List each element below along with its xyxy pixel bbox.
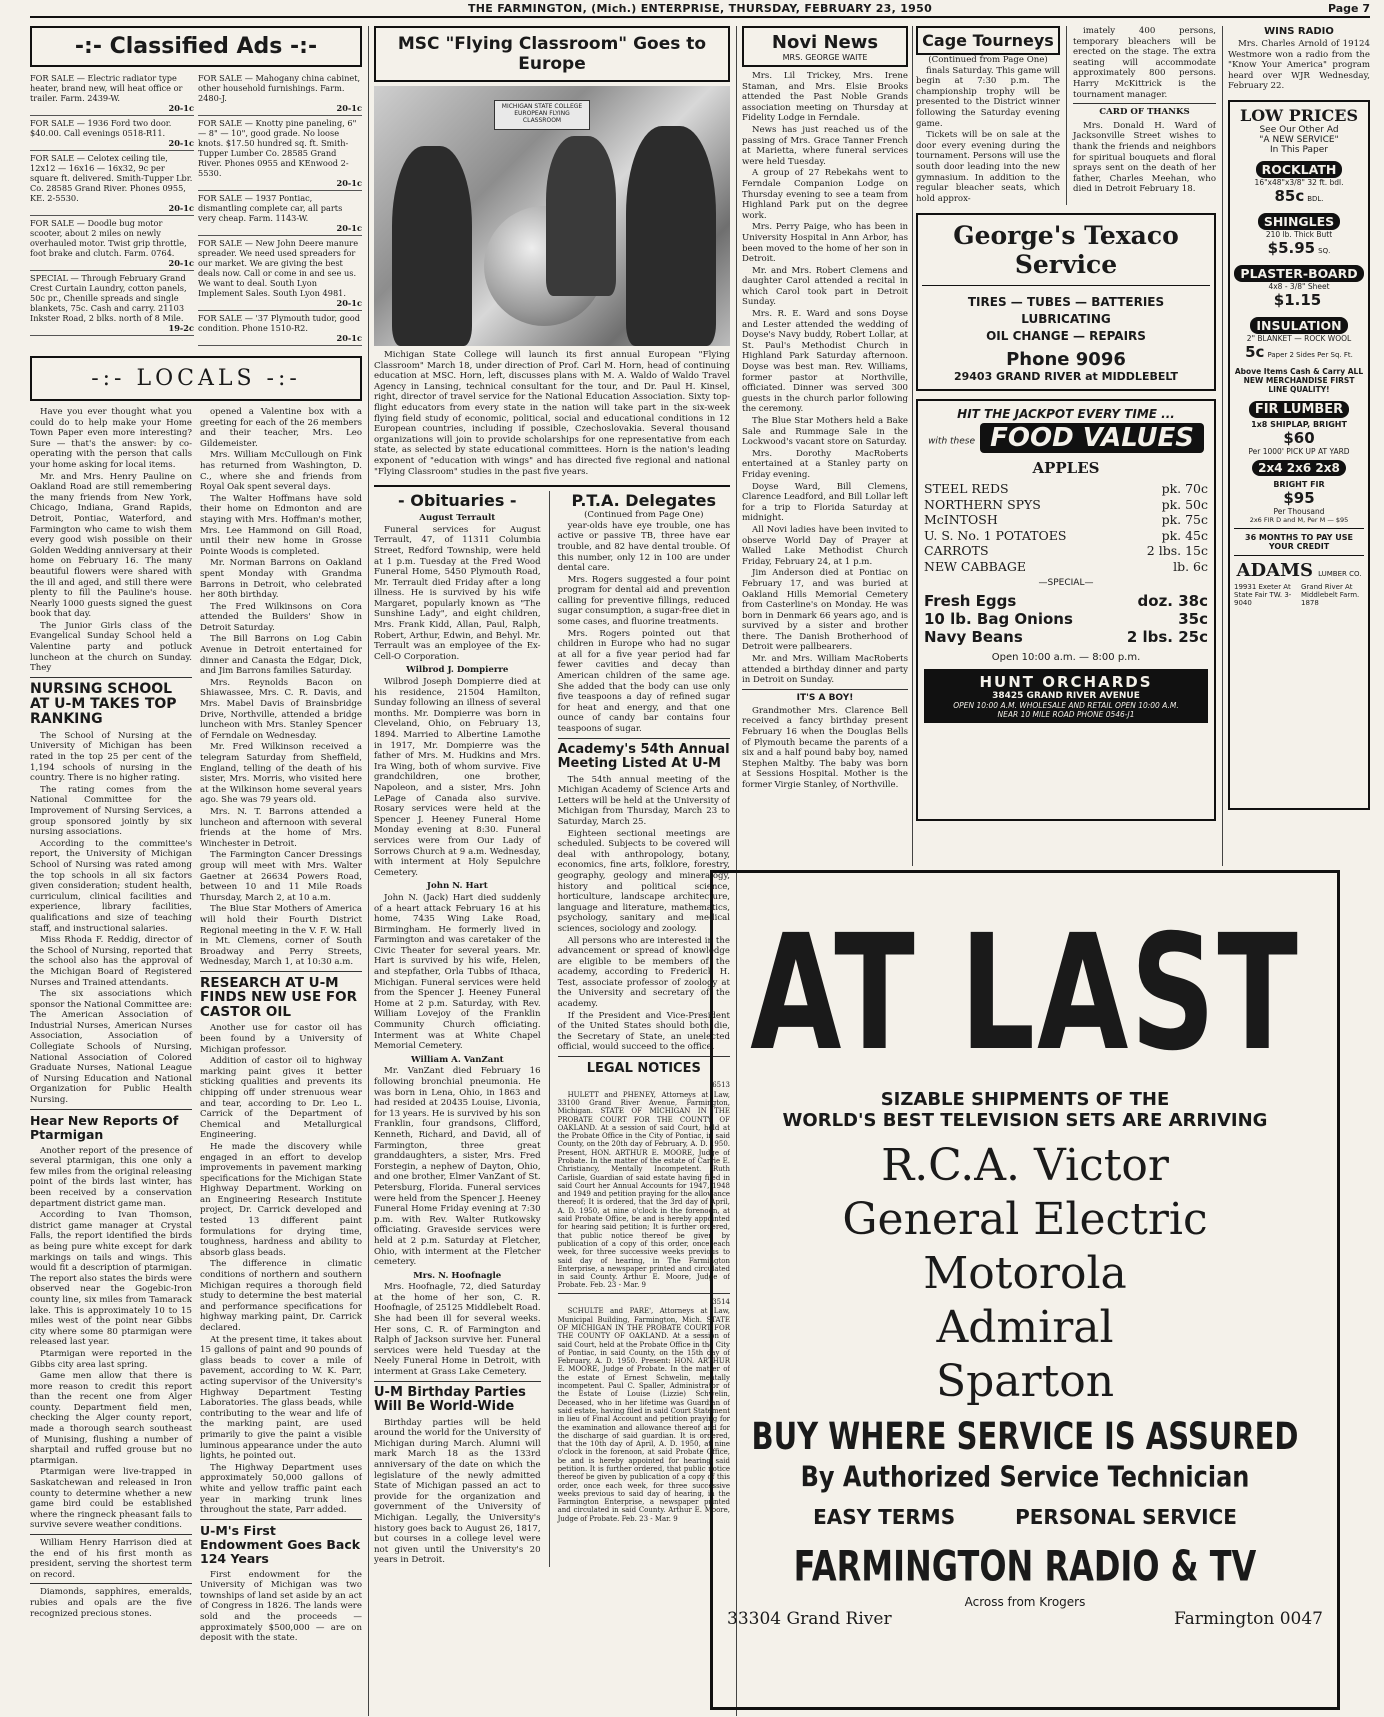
legal-heading: LEGAL NOTICES <box>586 1061 701 1077</box>
adams-name: ADAMS <box>1236 559 1313 581</box>
person-right <box>626 126 716 346</box>
masthead <box>30 0 1370 18</box>
legal-notice-1: HULETT and PHENEY, Attorneys at Law, 33100 Grand River Avenue, Farmington, Michigan. STATE OF MICHIGAN IN THE PROBATE COURT FOR THE COUNTY OF OAKLAND. At a session of said Court, held at the Probate Office in the City of Pontiac, in said County, on the 20th day of February, A. D. 1950. Present, HON. ARTHUR E. MOORE, Judge of Probate. In the matter of the estate of Carrie E. Christiancy, Mentally Incompetent. Ruth Carlisle, Guardian of said estate having filed in said Court her Annual Accounts for 1947, 1948 and 1949 and petition praying for the allowance thereof; It is ordered, that the 3rd day of April, A. D. 1950, at nine o'clock in the forenoon, at said Probate Office, be and is hereby appointed for hearing said petition; It is further ordered, that public notice thereof be given by publication of a copy of this order, once each week, for three successive weeks previous to said day of hearing, in The Farmington Enterprise, a newspaper printed and circulated in said County. Arthur E. Moore, Judge of Probate. Feb. 23 - Mar. 9 <box>557 1090 730 1290</box>
lumber-item-detail: 4x8 - 3/8" Sheet <box>1268 281 1330 291</box>
price-item-name: CARROTS <box>924 543 989 559</box>
msc-caption: Michigan State College will launch its first annual European "Flying Classroom" March 18, under direction of Prof. Carl M. Horn, head of continuing education at MSC. Horn, left, discusses plans with M. A. Waldo of Waldo Travel Agency in Lansing, technical consultant for the tour, and Dr. Paul H. Kinsel, right, director of travel service for the National Education Association. Sixty top-flight educators from every state in the nation will take part in the six-week flying field study of economic, political, social and educational conditions in 12 European countries, including if possible, Czechoslovakia. Several thousand organizations will join to provide scholarships for one representative from each state, as selected by state educational committees. Horn is the nation's leading exponent of "education with wings" and has directed five regional and national "Flying Classroom" studies in the past five years. <box>374 350 730 477</box>
lumber-item <box>1234 211 1364 257</box>
hunt-address: 38425 GRAND RIVER AVENUE <box>992 691 1140 702</box>
castor-body <box>200 1023 362 1515</box>
lumber-item <box>1234 315 1364 361</box>
locals-paragraph: The Fred Wilkinsons on Cora attended the Builders' Show in Detroit Saturday. <box>200 601 362 633</box>
umbirthday-heading: U-M Birthday Parties Will Be World-Wide <box>374 1384 526 1414</box>
academy-paragraph: All persons who are interested in the advancement or spread of knowledge are eligible to be members of the academy, according to Frederick H. Test, associate professor of zoology at the University and secretary of the academy. <box>557 935 730 1010</box>
cage-body <box>916 66 1060 205</box>
classified-ad <box>30 216 194 271</box>
bright-note: 2x6 FIR D and M, Per M — $95 <box>1249 515 1349 524</box>
classified-heading: -:- Classified Ads -:- <box>30 26 362 67</box>
classified-ads <box>30 71 362 346</box>
locals-paragraph: Mrs. Reynolds Bacon on Shiawassee, Mrs. C. R. Davis, and Mrs. Mabel Davis of Brainsbridge Drive, Northville, attended a bridge luncheon with Mrs. Stanley Spencer of Ferndale on Wednesday. <box>200 677 362 741</box>
novi-paragraph: Mr. and Mrs. Robert Clemens and daughter Carol attended a recital in which Carol took part in Detroit Sunday. <box>742 265 908 308</box>
tv-terms2: PERSONAL SERVICE <box>1015 1505 1237 1529</box>
lumber-item-name: SHINGLES <box>1258 213 1340 230</box>
locals-paragraph: Mrs. William McCullough on Fink has returned from Washington, D. C., where she and friends from Royal Oak spent several days. <box>200 450 362 493</box>
flying-classroom-photo <box>374 86 730 346</box>
tv-brand: R.C.A. Victor <box>881 1140 1169 1191</box>
cage-continued-body: imately 400 persons, temporary bleachers will be erected on the stage. The extra seating will accommodate approximately 800 persons. Harry McKittrick is the tournament manager. <box>1072 26 1216 100</box>
classified-ad-text: FOR SALE — Knotty pine paneling, 6" — 8" — 10", good grade. No loose knots. $17.50 hundred sq. ft. Smith-Tupper Lumber Co. 28585 Grand River. Phones 0955 and KEnwood 2-5530. <box>198 118 357 178</box>
boy-body: Grandmother Mrs. Clarence Bell received a fancy birthday present February 16 when the Douglas Bells of Plymouth became the parents of a six and a half pound baby boy, named Stephen Maltby. The baby was born at Sessions Hospital. Mother is the former Virgie Stanley, of Northville. <box>742 705 908 790</box>
newspaper-page <box>30 0 1370 1717</box>
food-values-banner: FOOD VALUES <box>980 423 1204 453</box>
classified-ad-text: SPECIAL — Through February Grand Crest Curtain Laundry, cotton panels, 50c pr., Chenille spreads and single blankets, 75c. Cash and carry. 21103 Inkster Road, 2 blks. north of 8 Mile. <box>30 273 187 323</box>
hunt-orchards-ad <box>916 399 1216 821</box>
lumber-item-price: $5.95 <box>1267 238 1316 257</box>
obituary-body: Mrs. Hoofnagle, 72, died Saturday at the home of her son, C. R. Hoofnagle, of 25125 Middlebelt Road. She had been ill for several weeks. Her sons, C. R. of Farmington and Ralph of Jackson survive her. Funeral services were held Tuesday at the Neely Funeral Home in Detroit, with interment at Grass Lake Cemetery. <box>374 1282 541 1378</box>
page-number: Page 7 <box>1327 2 1370 15</box>
cage-heading: Cage Tourneys <box>916 26 1060 55</box>
lumber-item-price: 5c <box>1245 342 1265 361</box>
novi-paragraph: A group of 27 Rebekahs went to Ferndale Companion Lodge on Thursday evening to see a team from Highland Park put on the degree work. <box>742 168 908 221</box>
lumber-item-unit: BDL. <box>1307 194 1324 203</box>
price-item-price: 2 lbs. 15c <box>1146 543 1208 559</box>
obituary-body: Wilbrod Joseph Dompierre died at his residence, 21504 Hamilton, Sunday following an illness of several months. Mr. Dompierre was born in Cleveland, Ohio, on February 13, 1894. Married to Albertine Lamothe in 1917, Mr. Dompierre was the father of Mrs. M. Hudkins and Mrs. Ira Wing, both of whom survive. Five grandchildren, one brother, Napoleon, and a sister, Mrs. John LePage of Canada also survive. Rosary services were held at the Spencer J. Heeney Funeral Home Monday evening at 8:30. Funeral services were from Our Lady of Sorrows Church at 9 a.m. Wednesday, with interment at Holy Sepulchre Cemetery. <box>374 677 541 878</box>
classified-ad <box>30 151 194 216</box>
special-label: —SPECIAL— <box>1038 578 1094 589</box>
size-banner: 2x4 2x6 2x8 <box>1252 460 1346 476</box>
lumber-item-unit: Paper 2 Sides Per Sq. Ft. <box>1267 350 1353 359</box>
tv-brand: Sparton <box>935 1356 1115 1407</box>
novi-paragraph: Mrs. Lil Trickey, Mrs. Irene Staman, and Mrs. Elsie Brooks attended the Past Noble Grands association meeting on Thursday at Fidelity Lodge in Ferndale. <box>742 71 908 124</box>
locals-paragraph: The Farmington Cancer Dressings group will meet with Mrs. Walter Gaetner at 26634 Powers Road, between 10 and 11 Mile Roads Thursday, March 2, at 10 a.m. <box>200 850 362 903</box>
price-item-name: Fresh Eggs <box>924 592 1017 611</box>
academy-heading: Academy's 54th Annual Meeting Listed At U-M <box>557 741 730 771</box>
classified-ad <box>198 236 362 311</box>
price-item-name: NEW CABBAGE <box>924 558 1026 574</box>
lumber-item-detail: 210 lb. Thick Butt <box>1265 229 1333 239</box>
tv-address: 33304 Grand River <box>727 1609 892 1629</box>
obituary-name: John N. Hart <box>426 881 488 892</box>
tv-store: FARMINGTON RADIO & TV <box>793 1541 1257 1591</box>
masthead-title: THE FARMINGTON, (Mich.) ENTERPRISE, THURSDAY, FEBRUARY 23, 1950 <box>467 2 933 15</box>
locals-paragraph: Mrs. N. T. Barrons attended a luncheon and afternoon with several friends at the home of Mrs. Winchester in Detroit. <box>200 806 362 849</box>
nursing-paragraph: According to the committee's report, the University of Michigan School of Nursing was rated among the top schools in all six factors given consideration; student health, curriculum, clinical facilities and experience, library facilities, qualifications and size of teaching staff, and instructional salaries. <box>30 838 192 934</box>
tv-buy: BUY WHERE SERVICE IS ASSURED <box>751 1413 1299 1459</box>
obituary-body: John N. (Jack) Hart died suddenly of a heart attack February 16 at his home, 7435 Wing Lake Road, Birmingham. He formerly lived in Farmington and was caretaker of the Civic Theater for several years. Mr. Hart is survived by his wife, Helen, and stepfather, Orla Tubbs of Ithaca, Michigan. Funeral services were held from the Spencer J. Heeney Funeral Home at 2 p.m. Saturday, with Rev. William Lovejoy of the Franklin Community Church officiating. Interment was at White Chapel Memorial Cemetery. <box>374 892 541 1052</box>
price-item-name: 10 lb. Bag Onions <box>924 610 1073 629</box>
ptarmigan-paragraph: Ptarmigan were live-trapped in Saskatchewan and released in Iron county to determine whether a new game bird could be established where the ringneck pheasant fails to survive severe weather conditions. <box>30 1467 192 1531</box>
novi-paragraph: Mr. and Mrs. William MacRoberts attended a birthday dinner and party in Detroit on Sunday. <box>742 654 908 686</box>
tv-headline: AT LAST <box>750 899 1300 1086</box>
price-item-name: NORTHERN SPYS <box>924 496 1041 512</box>
middle-right-section <box>916 26 1216 866</box>
obituaries-heading: - Obituaries - <box>398 491 517 511</box>
castor-paragraph: The difference in climatic conditions of northern and southern Michigan requires a thorough field study to determine the best material and performance specifications for highway marking paint, Dr. Carrick declared. <box>200 1259 362 1333</box>
novi-paragraph: All Novi ladies have been invited to observe World Day of Prayer at Walled Lake Methodist Church Friday, February 24, at 1 p.m. <box>742 524 908 567</box>
classified-ad-code: 20-1c <box>168 138 194 148</box>
classified-ad-text: FOR SALE — Doodle bug motor scooter, about 2 miles on newly overhauled motor. Twist grip throttle, foot brake and clutch. Farm. 0764. <box>30 218 187 258</box>
adams-notice: Above Items Cash & Carry ALL NEW MERCHANDISE FIRST LINE QUALITY! <box>1234 366 1364 394</box>
fir-unit: Per 1000' PICK UP AT YARD <box>1248 446 1350 456</box>
adams-sub2: "A NEW SERVICE" <box>1259 134 1339 145</box>
texaco-line2: LUBRICATING <box>1021 312 1111 327</box>
locals-column-b <box>200 407 362 1645</box>
person-left <box>392 146 472 346</box>
obituary-name: August Terrault <box>419 513 496 524</box>
adams-sub1: See Our Other Ad <box>1259 124 1339 135</box>
cage-column-2 <box>1073 26 1216 205</box>
novi-paragraph: The Blue Star Mothers held a Bake Sale and Rummage Sale in the Lockwood's vacant store on Saturday. <box>742 416 908 448</box>
academy-paragraph: If the President and Vice-President of the United States should both die, the Secretary of State, an unelected official, would succeed to the office. <box>557 1010 730 1053</box>
bright-unit: Per Thousand <box>1273 506 1325 516</box>
novi-paragraph: Mrs. R. E. Ward and sons Doyse and Lester attended the wedding of Doyse's Navy buddy, Robert Lollar, at St. Paul's Methodist Church in Highland Park Saturday afternoon. Doyse was best man. Rev. Williams, former pastor at Northville, officiated. Dinner was served 300 guests in the church parlor following the ceremony. <box>742 309 908 415</box>
left-section <box>30 26 362 1716</box>
obituaries-column <box>374 491 541 1567</box>
with-these: with these <box>928 436 976 447</box>
price-row <box>924 497 1208 513</box>
adams-lumber-ad <box>1228 100 1370 810</box>
months-to-pay: 36 MONTHS TO PAY USE YOUR CREDIT <box>1245 532 1353 551</box>
adams-address-left: 19931 Exeter At State Fair TW. 3-9040 <box>1234 582 1292 607</box>
low-prices-heading: LOW PRICES <box>1239 105 1359 125</box>
adams-items <box>1234 159 1364 361</box>
castor-paragraph: The Highway Department uses approximately 50,000 gallons of white and yellow traffic paint each year in marking trunk lines throughout the state, Parr added. <box>200 1462 362 1516</box>
photo-sign: MICHIGAN STATE COLLEGE EUROPEAN FLYING CLASSROOM <box>494 100 590 130</box>
nursing-heading: NURSING SCHOOL AT U-M TAKES TOP RANKING <box>30 680 177 727</box>
nursing-paragraph: The rating comes from the National Committee for the Improvement of Nursing Services, a group sponsored jointly by six nursing associations. <box>30 784 192 838</box>
classified-ad-text: FOR SALE — 1937 Pontiac, dismantling complete car, all parts very cheap. Farm. 1143-W. <box>198 193 343 223</box>
endowment-heading: U-M's First Endowment Goes Back 124 Years <box>200 1522 361 1566</box>
price-row <box>924 512 1208 528</box>
tv-by: By Authorized Service Technician <box>800 1460 1250 1494</box>
hunt-footer-left: OPEN 10:00 A.M. WHOLESALE AND RETAIL OPEN 10:00 A.M. <box>953 701 1179 711</box>
lumber-item-price: $1.15 <box>1273 290 1322 309</box>
ptarmigan-paragraph: Game men allow that there is more reason to credit this report than the recent one from Alger county. Department field men, checking the Alger county report, made a thorough search southeast of Munising, flushing a number of sharptail and ruffed grouse but no ptarmigan. <box>30 1371 192 1466</box>
classified-ad-code: 20-1c <box>336 178 362 188</box>
radio-heading: WINS RADIO <box>1264 26 1334 37</box>
price-item-price: pk. 75c <box>1161 512 1208 528</box>
hunt-footer-right: NEAR 10 MILE ROAD PHONE 0546-J1 <box>997 710 1135 720</box>
price-item-price: pk. 45c <box>1161 527 1208 543</box>
price-item-name: STEEL REDS <box>924 481 1009 497</box>
adams-lumber: LUMBER CO. <box>1318 569 1362 578</box>
cage-paragraph: Tickets will be on sale at the door every evening during the tournament. Persons will use the south door leading into the new gymnasium. In addition to the regular bleacher seats, which hold approx- <box>916 130 1060 204</box>
classified-ad-code: 20-1c <box>168 203 194 213</box>
cage-row <box>916 26 1216 205</box>
price-item-name: U. S. No. 1 POTATOES <box>924 527 1067 543</box>
pta-paragraph: Mrs. Rogers pointed out that children in Europe who had no sugar at all for a five year period had far fewer cavities and decay than American children of the same age. She added that the body can use only five teaspoons a day of refined sugar for heat and energy, and that one ounce of candy bar contains four teaspoons of sugar. <box>557 628 730 734</box>
locals-paragraph: Mr. Norman Barrons on Oakland spent Monday with Grandma Barrons in Detroit, who celebrated her 80th birthday. <box>200 558 362 601</box>
locals-paragraph: opened a Valentine box with a greeting for each of the 26 members and their teacher, Mrs. Leo Gildemeister. <box>200 407 362 449</box>
pta-continued: (Continued from Page One) <box>584 510 704 521</box>
novi-paragraph: Jim Anderson died at Pontiac on February 17, and was buried at Oakland Hills Memorial Cemetery from Casterline's on Monday. He was born in Denmark 66 years ago, and is survived by a sister and brother there. The Danish Brotherhood of Detroit were pallbearers. <box>742 568 908 653</box>
price-item-name: Navy Beans <box>924 628 1023 647</box>
texaco-line3: OIL CHANGE — REPAIRS <box>986 329 1146 344</box>
obituary-body: Mr. VanZant died February 16 following bronchial pneumonia. He was born in Lena, Ohio, in 1863 and had resided at 20435 Louise, Livonia, for 13 years. He is survived by his son Franklin, four grandsons, Clifford, Kenneth, Richard, and David, all of Farmington, three great granddaughters, a sister, Mrs. Fred Forstegin, a nephew of Dayton, Ohio, and one brother, Elmer VanZant of St. Petersburg, Florida. Funeral services were held from the Spencer J. Heeney Funeral Home Friday evening at 7:30 p.m. with Rev. Walter Rutkowsky officiating. Graveside services were held at 2 p.m. Saturday at Fletcher, Ohio, with interment at the Fletcher cemetery. <box>374 1066 541 1268</box>
umbirthday-body: Birthday parties will be held around the world for the University of Michigan during March. Alumni will mark March 18 as the 133rd anniversary of the date on which the legislature of the newly admitted State of Michigan passed an act to provide for the organization and government of the University of Michigan. Legally, the University's history goes back to August 26, 1817, but courses in a college level were not given until the University's 20 years in Detroit. <box>374 1417 541 1566</box>
harrison-filler: William Henry Harrison died at the end of his first month as president, serving the shortest term on record. <box>30 1538 192 1580</box>
boy-heading: IT'S A BOY! <box>796 692 854 703</box>
novi-paragraph: News has just reached us of the passing of Mrs. Grace Tanner French at Marietta, where funeral services were held Tuesday. <box>742 124 908 167</box>
locals-paragraph: Mr. Fred Wilkinson received a telegram Saturday from Sheffield, England, telling of the death of his sister, Mrs. Morris, who visited here at the Wilkinson home several years ago. She was 79 years old. <box>200 742 362 806</box>
hunt-name: HUNT ORCHARDS <box>979 673 1153 692</box>
locals-text-a <box>30 407 192 674</box>
ptarmigan-paragraph: Ptarmigan were reported in the Gibbs city area last spring. <box>30 1348 192 1370</box>
price-row <box>924 481 1208 497</box>
lumber-item-unit: SQ. <box>1318 246 1331 255</box>
nursing-paragraph: The School of Nursing at the University of Michigan has been rated in the top 25 per cent of the 1,194 schools of nursing in the country. There is no higher rating. <box>30 730 192 784</box>
castor-paragraph: Another use for castor oil has been found by a University of Michigan professor. <box>200 1023 362 1055</box>
locals-paragraph: Mr. and Mrs. Henry Pauline on Oakland Road are still remembering the many friends from New York, Chicago, Indiana, Grand Rapids, Detroit, Pontiac, Waterford, and Farmington who came to wish them every good wish possible on their Golden Wedding anniversary at their home on February 16. The many beautiful flowers were shared with the ill and aged, and still there were plenty to fill the Pauline's house. Nearly 1000 guests signed the guest book that day. <box>30 471 192 620</box>
lumber-item-name: INSULATION <box>1250 317 1347 334</box>
adams-sub3: In This Paper <box>1270 144 1328 155</box>
price-item-price: pk. 50c <box>1161 496 1208 512</box>
novi-heading: Novi News <box>742 26 908 53</box>
legal-number-1: 6513 <box>712 1081 730 1090</box>
locals-paragraph: The Bill Barrons on Log Cabin Avenue in Detroit entertained for dinner and Canasta the Edgar, Dick, and Jim Barrons families Saturday. <box>200 634 362 677</box>
price-row <box>924 592 1208 610</box>
pta-paragraph: Mrs. Rogers suggested a four point program for dental aid and prevention calling for preventive fillings, reduced sugar consumption, a sugar-free diet in some cases, and fluorine treatments. <box>557 574 730 628</box>
pta-column <box>558 491 730 1567</box>
apples-list <box>924 481 1208 574</box>
classified-ad-text: FOR SALE — New John Deere manure spreader. We need used spreaders for our market. We are giving the best deals now. Call or come in and see us. We want to deal. South Lyon Implement Sales. South Lyon 4981. <box>198 238 359 298</box>
ptarmigan-paragraph: Another report of the presence of several ptarmigan, this one only a few miles from the original releasing point of the birds last winter, has been received by a conservation department district game man. <box>30 1145 192 1209</box>
apples-heading: APPLES <box>1032 459 1100 478</box>
texaco-name: George's Texaco Service <box>922 221 1210 286</box>
classified-ad-code: 20-1c <box>168 103 194 113</box>
novi-body <box>742 71 908 686</box>
obituary-name: Wilbrod J. Dompierre <box>406 665 509 676</box>
tv-terms1: EASY TERMS <box>813 1505 956 1529</box>
pta-body <box>558 521 730 735</box>
castor-heading: RESEARCH AT U-M FINDS NEW USE FOR CASTOR OIL <box>200 974 357 1020</box>
novi-paragraph: Mrs. Perry Paige, who has been in University Hospital in Ann Arbor, has been moved to the home of her son in Detroit. <box>742 222 908 265</box>
ptarmigan-heading: Hear New Reports Of Ptarmigan <box>30 1112 179 1142</box>
classified-ad <box>198 71 362 116</box>
cage-column <box>916 26 1060 205</box>
pta-heading: P.T.A. Delegates <box>571 491 717 511</box>
price-item-price: pk. 70c <box>1161 481 1208 497</box>
price-item-price: 35c <box>1178 610 1208 629</box>
locals-column-a <box>30 407 192 1645</box>
obit-pta-row <box>374 485 730 1567</box>
texaco-address: 29403 GRAND RIVER at MIDDLEBELT <box>953 370 1179 384</box>
price-item-price: doz. 38c <box>1137 592 1208 611</box>
msc-heading: MSC "Flying Classroom" Goes to Europe <box>374 26 730 82</box>
legal-notice-2: SCHULTE and PARE', Attorneys at Law, Municipal Building, Farmington, Mich. STATE OF MICHIGAN IN THE PROBATE COURT FOR THE COUNTY OF OAKLAND. At a session of said Court, held at the Probate Office in the City of Pontiac, in said County, on the 15th day of February, A. D. 1950. Present: HON. ARTHUR E. MOORE, Judge of Probate. In the matter of the estate of Ernest Schwelin, mentally incompetent. Paul C. Spaller, Administrator of the Estate of Louise (Lizzie) Schwelin, Deceased, who in her lifetime was Guardian of said estate, having filed in said Court Statement in lieu of Final Account and petition praying for the examination and allowance thereof and for the discharge of said guardian. It is ordered, that the 10th day of April, A. D. 1950, at nine o'clock in the forenoon, at said Probate Office, be and is hereby appointed for hearing said petition. It is further ordered, that public notice thereof be given by publication of a copy of this order, once each week, for three successive weeks previous to said day of hearing, in the Farmington Enterprise, a newspaper printed and circulated in said County. Arthur E. Moore, Judge of Probate. Feb. 23 - Mar. 9 <box>557 1307 730 1523</box>
novi-paragraph: Mrs. Dorothy MacRoberts entertained at a Stanley party on Friday evening. <box>742 448 908 480</box>
novi-paragraph: Doyse Ward, Bill Clemens, Clarence Leadford, and Bill Lollar left for a trip to Florida Saturday at midnight. <box>742 481 908 524</box>
bright-price: $95 <box>1283 488 1315 507</box>
locals-heading: -:- LOCALS -:- <box>30 356 362 401</box>
obituary-body: Funeral services for August Terrault, 47, of 11311 Columbia Street, Redford Township, were held at 1 p.m. Tuesday at the Fred Wood Funeral Home, 5450 Plymouth Road, Mr. Terrault died Friday after a long illness. He is survived by his wife Margaret, popularly known as "The Sunshine Lady", and eight children, Mrs. Frank Kidd, Allan, Paul, Ralph, Robert, Arthur, Edwin, and Behyl. Mr. Terrault was an employee of the Ex-Cell-O Corporation. <box>374 524 541 662</box>
castor-paragraph: Addition of castor oil to highway marking paint gives it better sticking qualities and prevents its chipping off under strenuous wear and tear, according to Dr. Leo L. Carrick of the Department of Chemical and Metallurgical Engineering. <box>200 1056 362 1141</box>
tv-brand: Admiral <box>936 1302 1114 1353</box>
obituaries-list <box>374 513 541 1378</box>
tv-across: Across from Krogers <box>964 1595 1086 1609</box>
legal-number-2: 3514 <box>712 1297 730 1306</box>
obituary-name: Mrs. N. Hoofnagle <box>413 1270 502 1281</box>
classified-ad-code: 20-1c <box>168 258 194 268</box>
cage-continued: (Continued from Page One) <box>928 55 1048 65</box>
classified-ad-code: 20-1c <box>336 223 362 233</box>
thanks-body: Mrs. Donald H. Ward of Jacksonville Street wishes to thank the friends and neighbors for spiritual bouquets and floral sprays sent on the death of her father, Charles Meehan, who died in Detroit February 18. <box>1072 120 1216 195</box>
texaco-line1: TIRES — TUBES — BATTERIES <box>967 295 1165 310</box>
academy-body <box>558 775 730 1053</box>
tv-brand-list <box>713 1139 1337 1409</box>
price-item-name: McINTOSH <box>924 512 998 528</box>
price-row <box>924 559 1208 575</box>
academy-paragraph: The 54th annual meeting of the Michigan Academy of Science Arts and Letters will be held at the University of Michigan from Thursday, March 23 to Saturday, March 25. <box>557 774 730 827</box>
cage-paragraph: finals Saturday. This game will begin at 7:30 p.m. The championship trophy will be presented to the District winner following the Saturday evening game. <box>916 65 1060 129</box>
classified-ad <box>198 116 362 191</box>
classified-ad <box>198 191 362 236</box>
hunt-hours: Open 10:00 a.m. — 8:00 p.m. <box>991 652 1141 664</box>
classified-ad-code: 19-2c <box>168 323 194 333</box>
classified-ad <box>30 271 194 336</box>
novi-section <box>742 26 908 866</box>
locals-body <box>30 407 362 1645</box>
obituary-name: William A. VanZant <box>410 1054 504 1065</box>
classified-ad-text: FOR SALE — Celotex ceiling tile, 12x12 — 16x16 — 16x32, 9c per square ft. delivered. Smith-Tupper Lbr. Co. 28585 Grand River. Phones 0955, KE. 2-5530. <box>30 153 193 203</box>
jackpot-text: HIT THE JACKPOT EVERY TIME ... <box>957 407 1175 422</box>
bright-fir: BRIGHT FIR <box>1273 479 1325 489</box>
lumber-item-detail: 2" BLANKET — ROCK WOOL <box>1246 333 1352 343</box>
ptarmigan-paragraph: According to Ivan Thomson, district game manager at Crystal Falls, the report identified the birds as being pure white except for dark markings on tails and wings. This would fit a description of ptarmigan. The report also states the birds were observed near the Gogebic-Iron county line, six miles from Tamarack lake. This is approximately 10 to 15 miles west of the point near Gibbs city where some 80 ptarmigan were released last year. <box>30 1210 192 1348</box>
locals-paragraph: The Blue Star Mothers of America will hold their Fourth District Regional meeting in the V. F. W. Hall in Mt. Clemens, corner of South Broadway and Perry Streets, Wednesday, March 1, at 10:30 a.m. <box>200 904 362 968</box>
price-row <box>924 528 1208 544</box>
price-row <box>924 543 1208 559</box>
nursing-paragraph: The six associations which sponsor the National Committee are: The American Association of Industrial Nurses, American Nurses Association, Association of Collegiate Schools of Nursing, National Association of Colored Graduate Nurses, National League of Nursing Education and National Organization for Public Health Nursing. <box>30 989 192 1106</box>
locals-paragraph: The Walter Hoffmans have sold their home on Edmonton and are staying with Mrs. Hoffman's mother, Mrs. Lee Hammond on Gill Road, until their new home in Grosse Pointe Woods is completed. <box>200 493 362 557</box>
fir-lumber-banner: FIR LUMBER <box>1249 401 1349 418</box>
lumber-item-name: ROCKLATH <box>1256 161 1343 178</box>
adams-address-right: Grand River At Middlebelt Farm. 1878 <box>1301 582 1360 607</box>
tv-brand: General Electric <box>842 1194 1208 1245</box>
classified-ad-text: FOR SALE — Mahogany china cabinet, other household furnishings. Farm. 2480-J. <box>198 73 361 103</box>
locals-paragraph: Have you ever thought what you could do to help make your Home Town Paper even more interesting? Sure — that's the answer: by co-operating with the person that calls your home asking for local items. <box>30 407 192 470</box>
classified-ad-code: 20-1c <box>336 103 362 113</box>
lumber-item-name: PLASTER-BOARD <box>1234 265 1363 282</box>
tv-brand: Motorola <box>923 1248 1127 1299</box>
endowment-body: First endowment for the University of Michigan was two townships of land set aside by an act of Congress in 1826. The lands were sold and the proceeds — approximately $500,000 — are on deposit with the state. <box>200 1569 362 1644</box>
locals-paragraph: The Junior Girls class of the Evangelical Sunday School held a Valentine party and potluck luncheon at the church on Sunday. They <box>30 620 192 674</box>
classified-ad-code: 20-1c <box>336 298 362 308</box>
fir-detail: 1x8 SHIPLAP, BRIGHT <box>1251 419 1347 429</box>
gems-filler: Diamonds, sapphires, emeralds, rubies and opals are the five recognized precious stones. <box>30 1587 192 1619</box>
academy-paragraph: Eighteen sectional meetings are scheduled. Subjects to be covered will deal with anthropology, botany, economics, fine arts, folklore, forestry, geography, geology and mineralogy, history and political science, horticulture, landscape architecture, language and literature, mathematics, psychology, sanitary and medical sciences, sociology and zoology. <box>557 828 730 934</box>
classified-ad <box>198 311 362 346</box>
lumber-item <box>1234 263 1364 309</box>
classified-ad-text: FOR SALE — 1936 Ford two door. $40.00. Call evenings 0518-R11. <box>30 118 172 138</box>
classified-ad <box>30 116 194 151</box>
price-row <box>924 610 1208 628</box>
right-section <box>1228 26 1370 866</box>
price-item-price: 2 lbs. 25c <box>1126 628 1208 647</box>
lumber-item-price: 85c <box>1274 186 1305 205</box>
castor-paragraph: At the present time, it takes about 15 gallons of paint and 90 pounds of glass beads to cover a mile of pavement, according to W. K. Parr, acting supervisor of the University's Highway Department Testing Laboratories. The glass beads, while contributing to the wear and life of the marking paint, are used primarily to give the paint a visible luminous appearance under the auto lights, he pointed out. <box>200 1334 362 1462</box>
texaco-ad <box>916 213 1216 391</box>
farmington-radio-tv-ad <box>710 870 1340 1710</box>
classified-ad-text: FOR SALE — '37 Plymouth tudor, good condition. Phone 1510-R2. <box>198 313 360 333</box>
price-item-price: lb. 6c <box>1173 558 1208 574</box>
person-center <box>546 136 616 296</box>
center-section <box>374 26 730 1716</box>
pta-paragraph: year-olds have eye trouble, one has active or passive TB, three have ear trouble, and 82 have dental trouble. Of this number, only 12 in 100 are under dental care. <box>557 520 730 574</box>
tv-sub2: WORLD'S BEST TELEVISION SETS ARE ARRIVING <box>782 1110 1268 1131</box>
lumber-item <box>1234 159 1364 205</box>
nursing-paragraph: Miss Rhoda F. Reddig, director of the School of Nursing, reported that the school also has the approval of the Michigan Board of Registered Nurses and Trained attendants. <box>30 935 192 988</box>
novi-byline: MRS. GEORGE WAITE <box>742 53 908 67</box>
hunt-footer <box>924 669 1208 723</box>
locals-text-b <box>200 407 362 968</box>
classified-ad-text: FOR SALE — Electric radiator type heater, brand new, will heat office or trailer. Farm. 2439-W. <box>30 73 183 103</box>
classified-ad-code: 20-1c <box>336 333 362 343</box>
ptarmigan-body <box>30 1146 192 1531</box>
castor-paragraph: He made the discovery while engaged in an effort to develop improvements in pavement marking specifications for the Michigan State Highway Department. Working on an Engineering Research Institute project, Dr. Carrick developed and tested 13 different paint formulations for drying time, toughness, hardness and ability to absorb glass beads. <box>200 1141 362 1258</box>
classified-column-left <box>30 71 194 346</box>
tv-sub1: SIZABLE SHIPMENTS OF THE <box>880 1089 1170 1110</box>
classified-ad <box>30 71 194 116</box>
texaco-phone: Phone 9096 <box>1006 349 1126 371</box>
classified-column-right <box>198 71 362 346</box>
specials-list <box>924 592 1208 646</box>
lumber-item-detail: 16"x48"x3/8" 32 ft. bdl. <box>1254 177 1344 187</box>
fir-price: $60 <box>1283 428 1315 447</box>
tv-phone: Farmington 0047 <box>1174 1609 1323 1629</box>
price-row <box>924 628 1208 646</box>
thanks-heading: CARD OF THANKS <box>1099 107 1190 118</box>
radio-body: Mrs. Charles Arnold of 19124 Westmore won a radio from the "Know Your America" program heard over WJR Wednesday, February 22. <box>1228 39 1370 92</box>
nursing-body <box>30 731 192 1106</box>
